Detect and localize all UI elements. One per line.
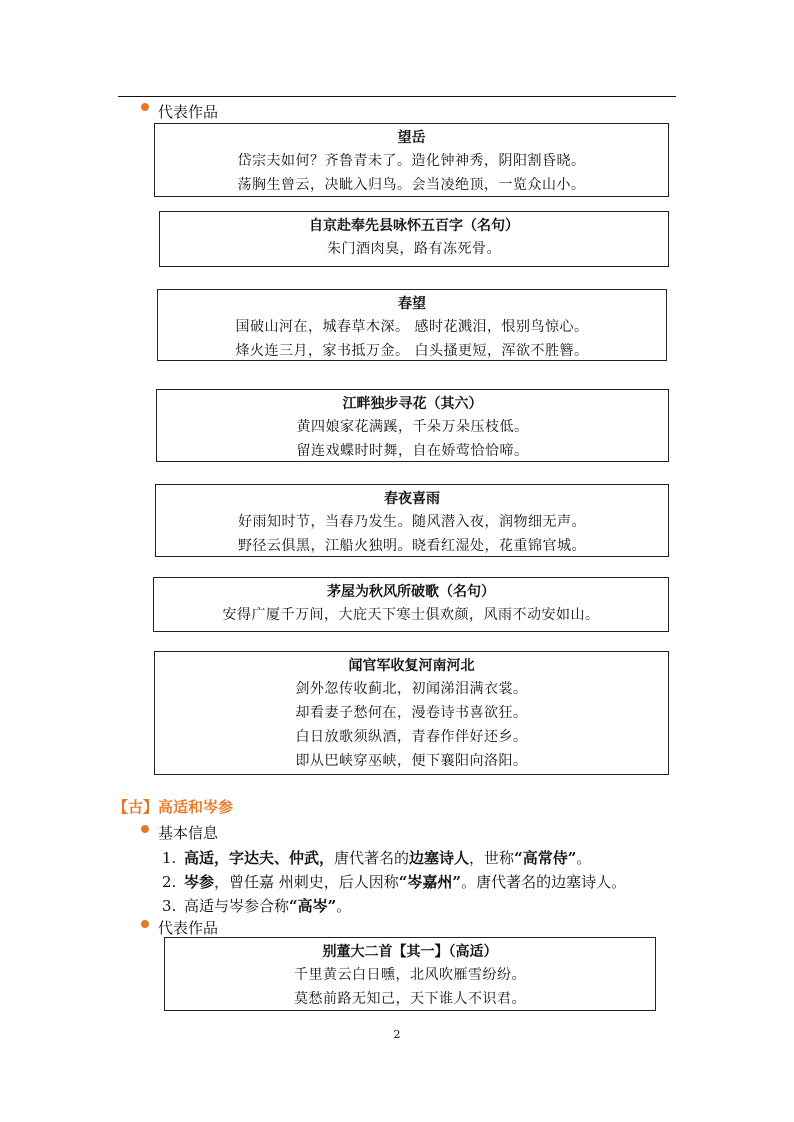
poem-box [155,484,669,557]
works-label: 代表作品 [158,103,219,121]
poem-line: 朱门酒肉臭，路有冻死骨。 [327,241,501,257]
poem-box [154,123,669,197]
section-title: 【古】高适和岑参 [113,798,234,816]
bullet-icon [141,103,149,111]
poem-line: 烽火连三月，家书抵万金。 白头搔更短，浑欲不胜簪。 [235,343,589,359]
poem-line: 国破山河在，城春草木深。 感时花溅泪，恨别鸟惊心。 [235,319,589,335]
info-item: 1. 高适，字达夫、仲武，唐代著名的边塞诗人，世称“高常侍”。 [162,849,592,867]
poem-line: 即从巴峡穿巫峡，便下襄阳向洛阳。 [295,753,528,769]
poem-line: 千里黄云白日曛，北风吹雁雪纷纷。 [294,967,526,983]
poem-box [164,937,656,1011]
bullet-icon [141,920,149,928]
poem-title: 自京赴奉先县咏怀五百字（名句） [309,218,519,234]
page-number: 2 [393,1028,401,1041]
bullet-icon [141,825,149,833]
poem-title: 望岳 [397,130,426,146]
poem-line: 却看妻子愁何在，漫卷诗书喜欲狂。 [295,705,528,721]
poem-title: 茅屋为秋风所破歌（名句） [327,584,495,600]
poem-line: 安得广厦千万间，大庇天下寒士俱欢颜，风雨不动安如山。 [222,607,600,623]
info-item: 2. 岑参，曾任嘉 州刺史，后人因称“岑嘉州”。唐代著名的边塞诗人。 [162,873,627,891]
poem-title: 春夜喜雨 [384,491,440,507]
basic-info-label: 基本信息 [158,824,219,842]
poem-title: 江畔独步寻花（其六） [342,396,483,412]
poem-box [157,289,667,361]
poem-title: 闻官军收复河南河北 [348,658,475,674]
poem-box [159,211,669,267]
poem-line: 野径云俱黑，江船火独明。晓看红湿处，花重锦官城。 [238,538,586,554]
poem-title: 春望 [398,296,426,312]
poem-line: 留连戏蝶时时舞，自在娇莺恰恰啼。 [296,443,529,459]
poem-box [153,577,669,632]
poem-line: 莫愁前路无知己，天下谁人不识君。 [294,991,526,1007]
poem-box [156,389,669,462]
poem-box [154,651,669,775]
poem-line: 白日放歌须纵酒，青春作伴好还乡。 [295,729,528,745]
poem-line: 黄四娘家花满蹊，千朵万朵压枝低。 [296,419,529,435]
poem-line: 剑外忽传收蓟北，初闻涕泪满衣裳。 [295,681,528,697]
poem-line: 岱宗夫如何？齐鲁青未了。造化钟神秀，阴阳割昏晓。 [237,153,586,169]
poem-line: 荡胸生曾云，决眦入归鸟。会当凌绝顶，一览众山小。 [237,177,586,193]
header-rule [118,96,676,97]
works-label: 代表作品 [158,919,219,937]
poem-line: 好雨知时节，当春乃发生。随风潜入夜，润物细无声。 [238,514,586,530]
poem-title: 别董大二首【其一】（高适） [322,944,498,960]
info-item: 3. 高适与岑参合称“高岑”。 [162,897,352,915]
